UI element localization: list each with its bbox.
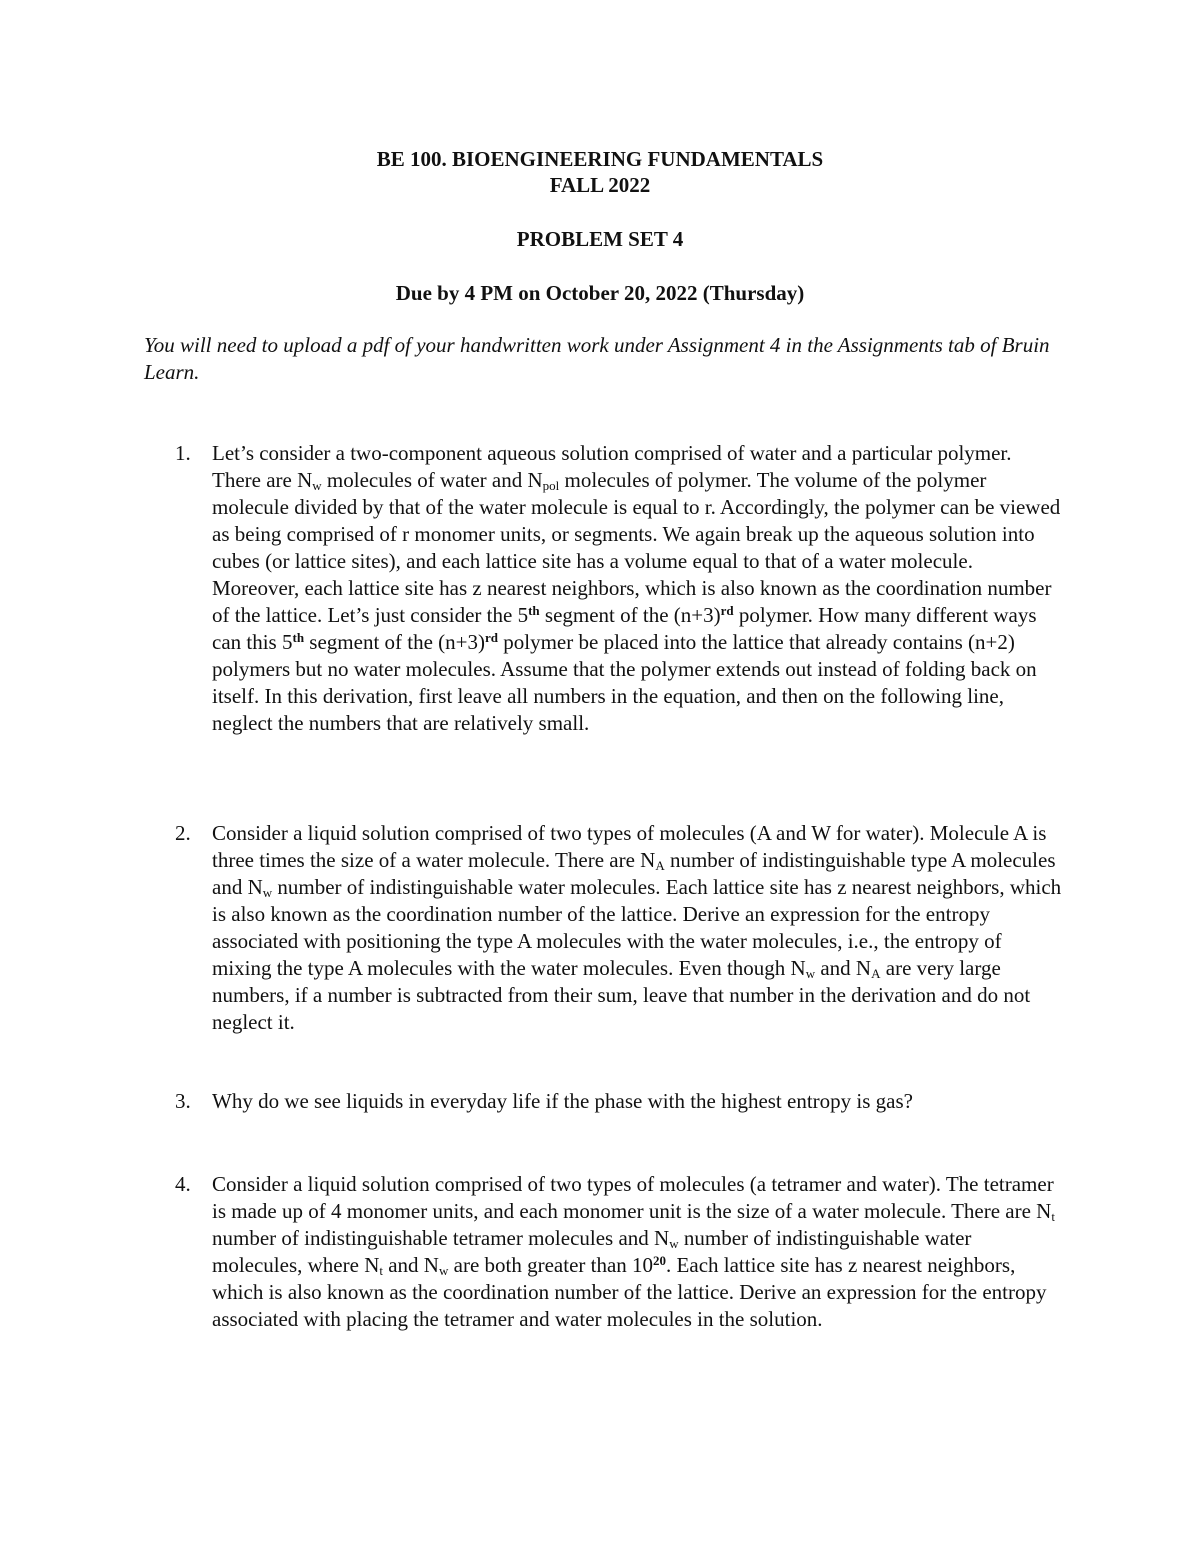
problem-4	[175, 1171, 1065, 1333]
problem-number: 2.	[175, 821, 191, 845]
problem-number: 3.	[175, 1089, 191, 1113]
due-date: Due by 4 PM on October 20, 2022 (Thursday)	[395, 281, 805, 305]
problem-number: 4.	[175, 1172, 191, 1196]
problem-text: Consider a liquid solution comprised of two types of molecules (a tetramer and water). The tetramer is made up of 4 monomer units, and each monomer unit is the size of a water molecule. There are $N_t$ number of indistinguishable tetramer molecules and $N_w$ number of indistinguishable water molecules, where $N_t$ and $N_w$ are both greater than $10^{20}$. Each lattice site has z nearest neighbors, which is also known as the coordination number of the lattice. Derive an expression for the entropy associated with placing the tetramer and water molecules in the solution.	[212, 1172, 1055, 1331]
problem-text: Let’s consider a two-component aqueous solution comprised of water and a particular polymer. There are $N_w$ molecules of water and $N_{pol}$ molecules of polymer. The volume of the polymer molecule divided by that of the water molecule is equal to r. Accordingly, the polymer can be viewed as being comprised of r monomer units, or segments. We again break up the aqueous solution into cubes (or lattice sites), and each lattice site has a volume equal to that of a water molecule. Moreover, each lattice site has z nearest neighbors, which is also known as the coordination number of the lattice. Let’s just consider the 5th segment of the $(n+3)^{rd}$ polymer. How many different ways can this 5th segment of the $(n+3)^{rd}$ polymer be placed into the lattice that already contains (n+2) polymers but no water molecules. Assume that the polymer extends out instead of folding back on itself. In this derivation, first leave all numbers in the equation, and then on the following line, neglect the numbers that are relatively small.	[212, 441, 1061, 735]
term-label: FALL 2022	[549, 173, 651, 197]
problem-set-title: PROBLEM SET 4	[516, 227, 684, 251]
problem-text: Why do we see liquids in everyday life if the phase with the highest entropy is gas?	[212, 1089, 913, 1113]
problem-1	[175, 440, 1065, 737]
problem-text: Consider a liquid solution comprised of two types of molecules (A and W for water). Molecule A is three times the size of a water molecule. There are $N_A$ number of indistinguishable type A molecules and $N_w$ number of indistinguishable water molecules. Each lattice site has z nearest neighbors, which is also known as the coordination number of the lattice. Derive an expression for the entropy associated with positioning the type A molecules with the water molecules, i.e., the entropy of mixing the type A molecules with the water molecules. Even though $N_w$ and $N_A$ are very large numbers, if a number is subtracted from their sum, leave that number in the derivation and do not neglect it.	[212, 821, 1062, 1034]
problem-number: 1.	[175, 441, 191, 465]
course-title: BE 100. BIOENGINEERING FUNDAMENTALS	[376, 147, 824, 171]
upload-instructions: You will need to upload a pdf of your handwritten work under Assignment 4 in the Assignments tab of Bruin Learn.	[144, 333, 1050, 384]
problem-2	[175, 820, 1065, 1036]
problem-3	[175, 1088, 1065, 1115]
